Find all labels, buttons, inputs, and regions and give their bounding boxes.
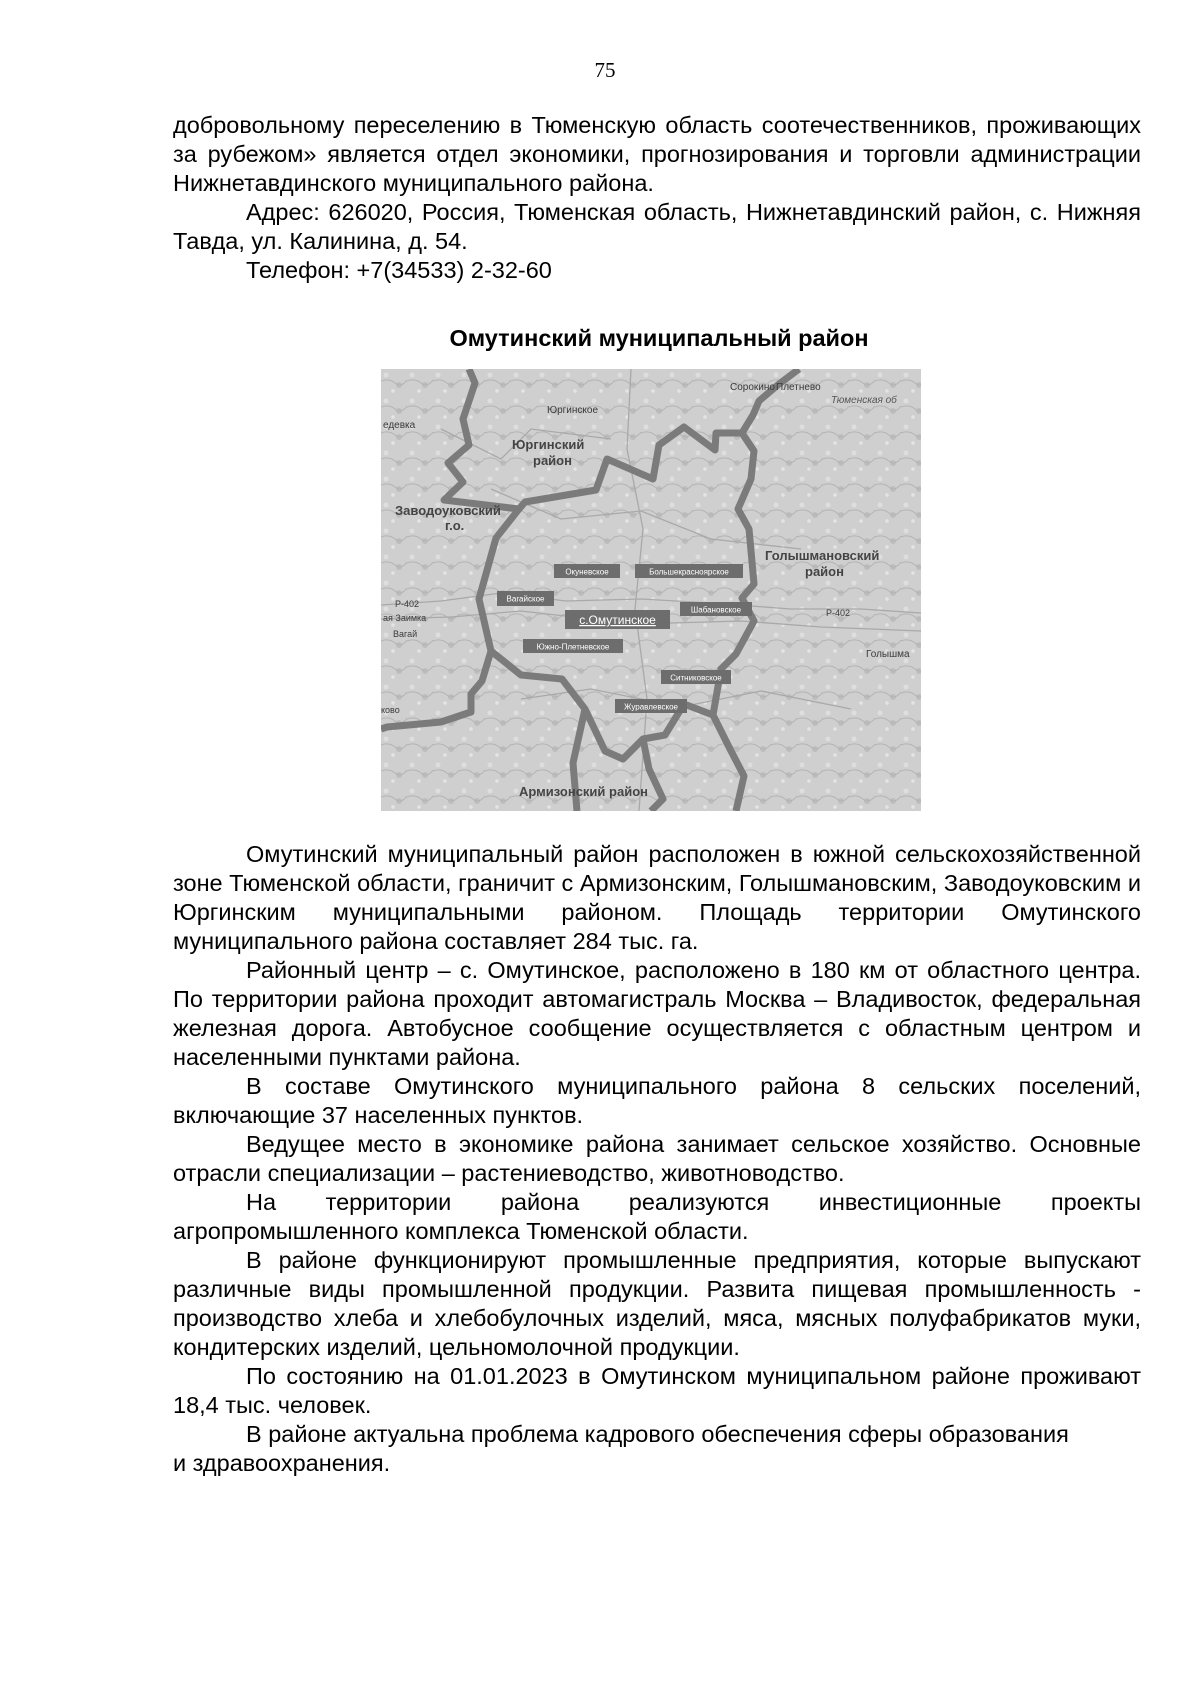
settlement-shabanovskoe xyxy=(680,602,752,616)
paragraph: В составе Омутинского муниципального района 8 сельских поселений, включающие 37 населенных пунктов. xyxy=(173,1073,1141,1128)
settlement-label: Ситниковское xyxy=(670,673,722,683)
address-paragraph: Адрес: 626020, Россия, Тюменская область, Нижнетавдинский район, с. Нижняя Тавда, ул. Калинина, д. 54. xyxy=(173,199,1141,254)
map-label: район xyxy=(533,453,572,468)
map-label: Заводоуковский xyxy=(395,503,501,518)
map-label: Юргинское xyxy=(547,405,599,416)
map-label: ково xyxy=(381,705,400,715)
settlement-label: Шабановское xyxy=(690,605,742,615)
settlement-label: Большекрасноярское xyxy=(649,567,729,577)
settlement-yuzhno-pletnevskoe xyxy=(523,639,623,653)
settlement-label: Окуневское xyxy=(565,567,609,577)
paragraph: Ведущее место в экономике района занимает сельское хозяйство. Основные отрасли специализации – растениеводство, животноводство. xyxy=(173,1131,1141,1186)
map-label: Армизонский район xyxy=(519,784,648,799)
district-map xyxy=(381,369,921,811)
map-label: Юргинский xyxy=(512,437,585,452)
map-label: едевка xyxy=(383,420,416,431)
paragraph: Районный центр – с. Омутинское, расположено в 180 км от областного центра. По территории района проходит автомагистраль Москва – Владивосток, федеральная железная дорога. Автобусное сообщение осуществляется с областным центром и населенными пунктами района. xyxy=(173,957,1141,1070)
settlement-zhuravlevskoe xyxy=(615,699,687,713)
settlement-okunevskoe xyxy=(554,564,620,578)
paragraph: По состоянию на 01.01.2023 в Омутинском муниципальном районе проживают 18,4 тыс. человек. xyxy=(173,1363,1141,1418)
map-label: Голышмановский xyxy=(765,548,880,563)
paragraph: добровольному переселению в Тюменскую область соотечественников, проживающих за рубежом» является отдел экономики, прогнозирования и торговли администрации Нижнетавдинского муниципального района. xyxy=(173,112,1141,196)
settlement-label: с.Омутинское xyxy=(579,613,656,627)
section-heading: Омутинский муниципальный район xyxy=(449,325,869,351)
map-background xyxy=(381,369,921,811)
map-label: ая Заимка xyxy=(383,613,427,623)
map-label: Тюменская об xyxy=(831,395,897,406)
map-label: Вагай xyxy=(393,629,418,639)
map-label: Голышма xyxy=(866,649,910,660)
map-label: г.о. xyxy=(445,518,465,533)
paragraph: В районе актуальна проблема кадрового обеспечения сферы образования xyxy=(246,1421,1069,1447)
map-label: район xyxy=(805,564,844,579)
paragraph: и здравоохранения. xyxy=(173,1450,391,1476)
district-map-image xyxy=(381,369,921,811)
settlement-bolshekrasnoyarskoe xyxy=(635,564,743,578)
settlement-omutinskoe xyxy=(565,610,670,629)
paragraph: На территории района реализуются инвестиционные проекты агропромышленного комплекса Тюменской области. xyxy=(173,1189,1141,1244)
settlement-sitnikovskoe xyxy=(661,670,731,684)
map-label: Сорокино xyxy=(730,382,775,393)
map-label: Плетнево xyxy=(776,382,821,393)
intro-text xyxy=(173,111,1141,285)
phone-paragraph: Телефон: +7(34533) 2-32-60 xyxy=(246,257,552,283)
settlement-vagayskoe xyxy=(497,591,554,606)
settlement-label: Южно-Плетневское xyxy=(536,642,610,652)
map-label: Р-402 xyxy=(826,608,851,618)
main-text xyxy=(173,840,1141,1478)
page-number: 75 xyxy=(594,58,616,82)
settlement-label: Журавлевское xyxy=(624,702,678,712)
map-label: Р-402 xyxy=(395,599,420,609)
settlement-label: Вагайское xyxy=(506,594,545,604)
paragraph: Омутинский муниципальный район расположен в южной сельскохозяйственной зоне Тюменской области, граничит с Армизонским, Голышмановским, Заводоуковским и Юргинским муниципальными районом. Площадь территории Омутинского муниципального района составляет 284 тыс. га. xyxy=(173,841,1141,954)
paragraph: В районе функционируют промышленные предприятия, которые выпускают различные виды промышленной продукции. Развита пищевая промышленность - производство хлеба и хлебобулочных изделий, мяса, мясных полуфабрикатов муки, кондитерских изделий, цельномолочной продукции. xyxy=(173,1247,1141,1360)
